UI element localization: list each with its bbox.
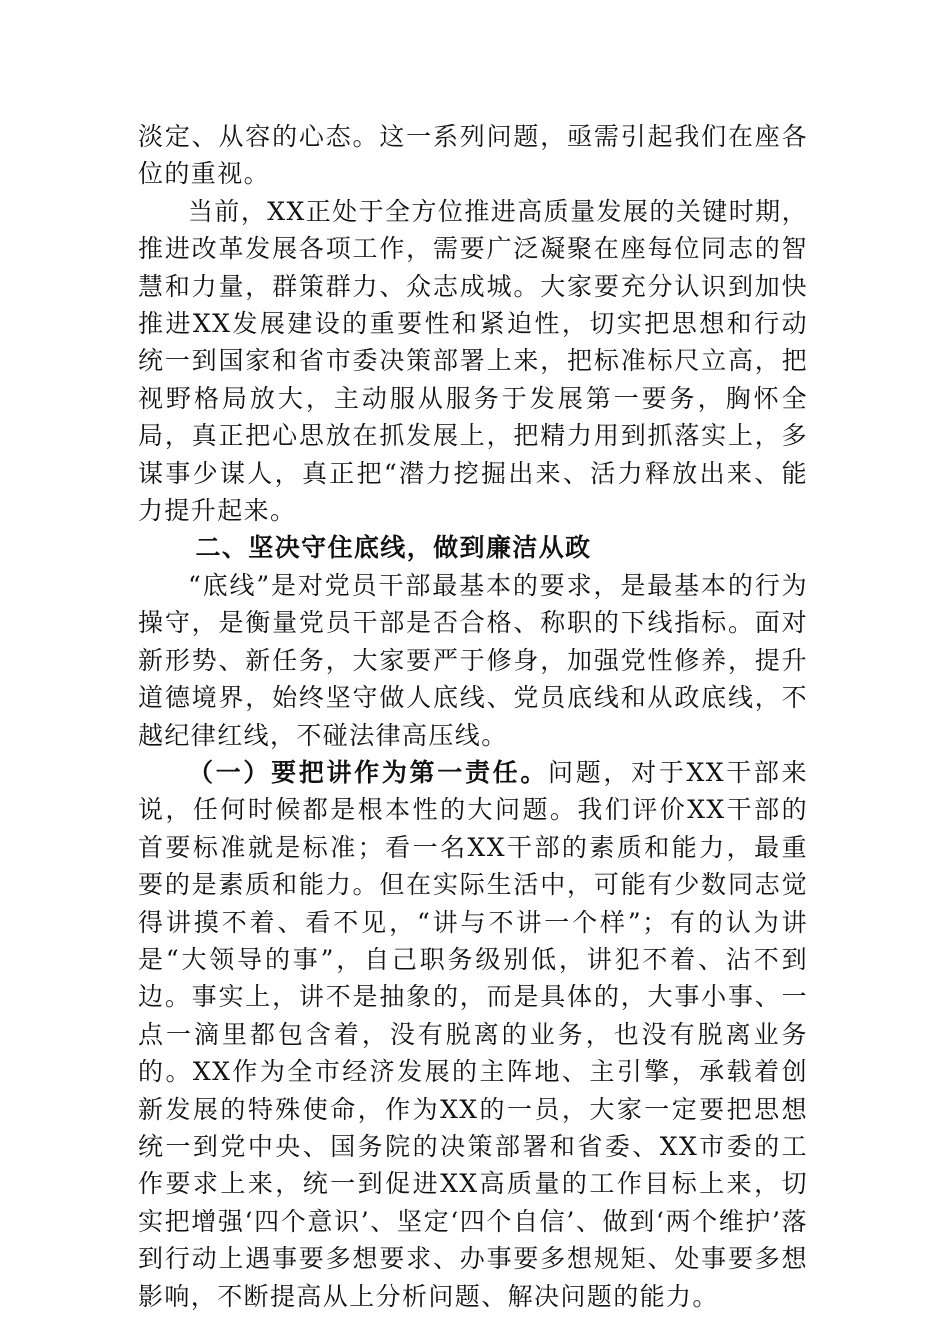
section-heading-2: 二、坚决守住底线，做到廉洁从政: [195, 533, 592, 563]
document-page: [138, 118, 808, 1315]
paragraph-subsection-1: [138, 754, 808, 1315]
subsection-1-lead: （一）要把讲作为第一责任。: [188, 757, 549, 787]
paragraph-current-period: 当前，XX正处于全方位推进高质量发展的关键时期，推进改革发展各项工作，需要广泛凝聚在座每位同志的智慧和力量，群策群力、众志成城。大家要充分认识到加快推进XX发展建设的重要性和紧迫性，切实把思想和行动统一到国家和省市委决策部署上来，把标准标尺立高，把视野格局放大，主动服从服务于发展第一要务，胸怀全局，真正把心思放在抓发展上，把精力用到抓落实上，多谋事少谋人，真正把“潜力挖掘出来、活力释放出来、能力提升起来。: [138, 196, 808, 526]
paragraph-continuation: 淡定、从容的心态。这一系列问题，亟需引起我们在座各位的重视。: [138, 122, 808, 189]
subsection-1-body: 问题，对于XX干部来说，任何时候都是根本性的大问题。我们评价XX干部的首要标准就是标准；看一名XX干部的素质和能力，最重要的是素质和能力。但在实际生活中，可能有少数同志觉得讲摸不着、看不见，“讲与不讲一个样”；有的认为讲是“大领导的事”，自己职务级别低，讲犯不着、沾不到边。事实上，讲不是抽象的，而是具体的，大事小事、一点一滴里都包含着，没有脱离的业务，也没有脱离业务的。XX作为全市经济发展的主阵地、主引擎，承载着创新发展的特殊使命，作为XX的一员，大家一定要把思想统一到党中央、国务院的决策部署和省委、XX市委的工作要求上来，统一到促进XX高质量的工作目标上来，切实把增强‘四个意识’、坚定‘四个自信’、做到‘两个维护’落到行动上遇事要多想要求、办事要多想规矩、处事要多想影响，不断提高从上分析问题、解决问题的能力。: [138, 757, 809, 1311]
paragraph-bottom-line: “底线”是对党员干部最基本的要求，是最基本的行为操守，是衡量党员干部是否合格、称职的下线指标。面对新形势、新任务，大家要严于修身，加强党性修养，提升道德境界，始终坚守做人底线、党员底线和从政底线，不越纪律红线，不碰法律高压线。: [138, 570, 808, 750]
